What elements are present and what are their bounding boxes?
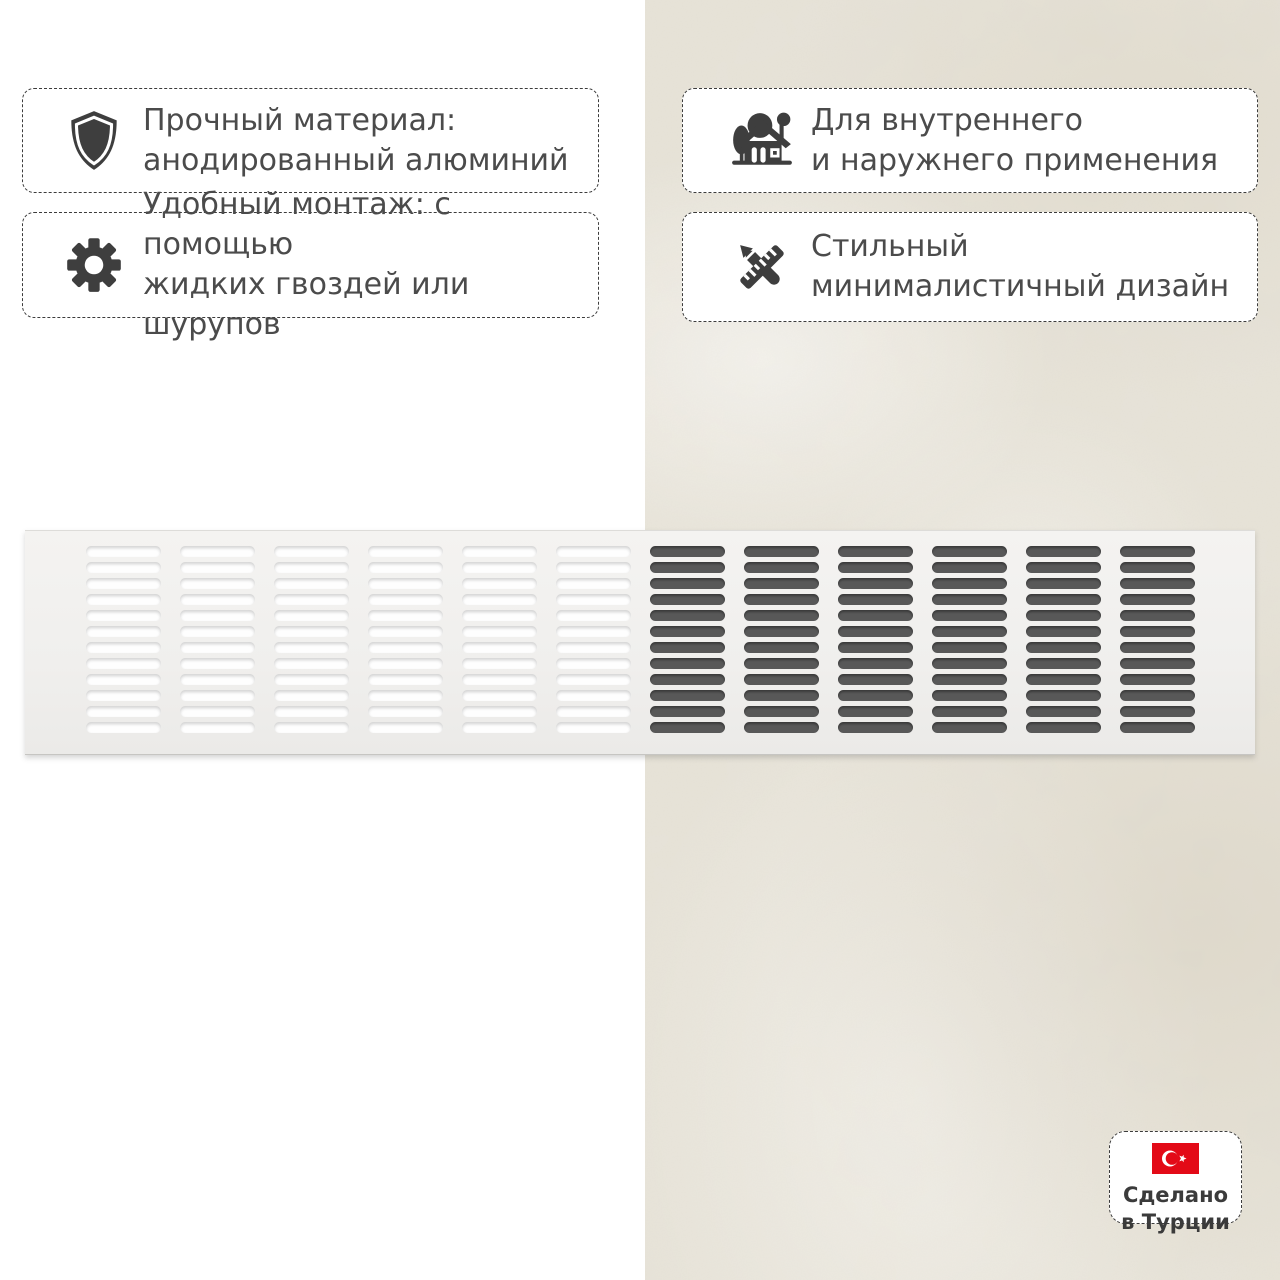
vent-slot [650, 706, 725, 717]
vent-slot [1026, 626, 1101, 637]
turkey-flag-icon [1152, 1143, 1199, 1178]
vent-slot [744, 610, 819, 621]
feature-text-line: жидких гвоздей или шурупов [143, 267, 470, 342]
vent-slot [556, 578, 631, 589]
vent-slot [274, 674, 349, 685]
vent-slot [368, 642, 443, 653]
vent-slot [744, 658, 819, 669]
vent-slot [932, 642, 1007, 653]
vent-slot [932, 706, 1007, 717]
vent-slot [744, 546, 819, 557]
vent-slot [1120, 642, 1195, 653]
vent-slot [650, 594, 725, 605]
vent-slot [932, 722, 1007, 733]
vent-slot [86, 658, 161, 669]
vent-slot [462, 594, 537, 605]
vent-slot [838, 642, 913, 653]
vent-slot [1026, 642, 1101, 653]
vent-slot [744, 674, 819, 685]
vent-slot [838, 706, 913, 717]
feature-text-line: Удобный монтаж: с помощью [143, 187, 451, 262]
feature-box-mounting [22, 187, 599, 342]
vent-slot [1026, 594, 1101, 605]
vent-slot [556, 658, 631, 669]
badge-text-line: в Турции [1121, 1210, 1230, 1234]
vent-slot [838, 690, 913, 701]
vent-slot [180, 546, 255, 557]
feature-text-line: Стильный [811, 229, 969, 264]
vent-slot [1120, 562, 1195, 573]
vent-slot [368, 562, 443, 573]
vent-slot [368, 578, 443, 589]
vent-slot [180, 690, 255, 701]
vent-slot [556, 706, 631, 717]
feature-text-line: Прочный материал: [143, 102, 457, 138]
vent-slot [838, 722, 913, 733]
vent-slot [274, 642, 349, 653]
vent-slot [462, 610, 537, 621]
vent-slot [650, 546, 725, 557]
vent-slot [1120, 610, 1195, 621]
vent-slot [1120, 722, 1195, 733]
vent-slot [556, 722, 631, 733]
vent-slot [838, 562, 913, 573]
vent-slot [1026, 722, 1101, 733]
feature-text-line: анодированный алюминий [143, 142, 569, 178]
made-in-badge [1109, 1131, 1242, 1234]
vent-slot [1120, 578, 1195, 589]
vent-slot [180, 674, 255, 685]
vent-slot [274, 546, 349, 557]
vent-slot [932, 658, 1007, 669]
vent-slot [1120, 690, 1195, 701]
vent-slot [1026, 610, 1101, 621]
vent-slot [744, 562, 819, 573]
vent-slot [274, 626, 349, 637]
vent-slot [650, 674, 725, 685]
feature-box-design [682, 212, 1258, 322]
vent-slot [462, 658, 537, 669]
vent-slot [180, 642, 255, 653]
vent-slot [86, 562, 161, 573]
vent-slot [838, 674, 913, 685]
vent-slot [650, 562, 725, 573]
vent-slot [650, 690, 725, 701]
vent-slot [86, 626, 161, 637]
vent-slot [650, 578, 725, 589]
vent-slot [838, 578, 913, 589]
gear-icon [61, 232, 127, 298]
vent-slot [1120, 626, 1195, 637]
vent-slot [1026, 690, 1101, 701]
vent-slot [932, 578, 1007, 589]
vent-slot [86, 706, 161, 717]
vent-grille-product [25, 530, 1255, 755]
badge-text-line: Сделано [1122, 1183, 1229, 1207]
vent-slot [932, 562, 1007, 573]
vent-slot [368, 690, 443, 701]
vent-slot [1026, 706, 1101, 717]
vent-slot [462, 578, 537, 589]
vent-slot [556, 546, 631, 557]
vent-slot [462, 674, 537, 685]
vent-slot [838, 610, 913, 621]
vent-slot [180, 594, 255, 605]
vent-slot [86, 610, 161, 621]
vent-slot [932, 610, 1007, 621]
vent-slot [1120, 546, 1195, 557]
vent-slot [650, 642, 725, 653]
vent-slot [368, 626, 443, 637]
vent-slot [462, 690, 537, 701]
vent-slot [838, 546, 913, 557]
vent-slot [1120, 674, 1195, 685]
vent-slot [556, 562, 631, 573]
vent-slot [368, 546, 443, 557]
vent-slot [556, 642, 631, 653]
vent-slot [650, 722, 725, 733]
vent-slot [838, 658, 913, 669]
vent-slot [1026, 658, 1101, 669]
pencil-ruler-icon [729, 234, 795, 300]
vent-slot [462, 642, 537, 653]
vent-slot [932, 674, 1007, 685]
vent-slot [86, 594, 161, 605]
vent-slot [368, 722, 443, 733]
vent-slot [1026, 546, 1101, 557]
vent-slot [180, 706, 255, 717]
vent-slot [556, 626, 631, 637]
vent-slot [180, 722, 255, 733]
vent-slot [650, 610, 725, 621]
vent-slot [274, 722, 349, 733]
vent-slot [556, 610, 631, 621]
vent-slot [86, 642, 161, 653]
vent-slot [932, 626, 1007, 637]
vent-slot [744, 578, 819, 589]
vent-slot [180, 578, 255, 589]
vent-slot [368, 674, 443, 685]
vent-slot [1026, 674, 1101, 685]
vent-slot [274, 578, 349, 589]
vent-slot [462, 706, 537, 717]
vent-slot [556, 594, 631, 605]
vent-slot [838, 594, 913, 605]
vent-slot [744, 642, 819, 653]
vent-slot [86, 674, 161, 685]
vent-slot [180, 626, 255, 637]
vent-slot [744, 706, 819, 717]
vent-slot [274, 594, 349, 605]
vent-slot [744, 722, 819, 733]
feature-text-line: и наружнего применения [811, 142, 1219, 178]
vent-slot [86, 578, 161, 589]
vent-slot [368, 658, 443, 669]
vent-slot [274, 690, 349, 701]
vent-slot [556, 690, 631, 701]
feature-box-material [22, 88, 599, 193]
vent-slot [838, 626, 913, 637]
shield-icon [61, 108, 127, 174]
vent-slot [86, 722, 161, 733]
vent-slot [368, 594, 443, 605]
vent-slot [462, 546, 537, 557]
vent-slot [932, 690, 1007, 701]
vent-slot [274, 562, 349, 573]
vent-slot [556, 674, 631, 685]
vent-slot [1120, 658, 1195, 669]
vent-slot [86, 546, 161, 557]
vent-slot [86, 690, 161, 701]
vent-slot [1026, 578, 1101, 589]
vent-slot [1026, 562, 1101, 573]
vent-slot [180, 610, 255, 621]
vent-slot [462, 722, 537, 733]
vent-slot [274, 658, 349, 669]
vent-slot [932, 546, 1007, 557]
vent-slot [274, 610, 349, 621]
feature-text-line: Для внутреннего [811, 102, 1084, 138]
feature-text-line: минималистичный дизайн [811, 269, 1230, 304]
vent-slot [462, 626, 537, 637]
vent-slot [180, 658, 255, 669]
vent-slot [744, 690, 819, 701]
feature-box-usage [682, 88, 1258, 193]
vent-slot [650, 626, 725, 637]
vent-slot [1120, 594, 1195, 605]
vent-slot [368, 610, 443, 621]
house-icon [729, 108, 795, 174]
vent-slot [932, 594, 1007, 605]
vent-slot [1120, 706, 1195, 717]
vent-slot [274, 706, 349, 717]
vent-slot [650, 658, 725, 669]
vent-slot [744, 626, 819, 637]
vent-slot [180, 562, 255, 573]
vent-slot [744, 594, 819, 605]
vent-slot [368, 706, 443, 717]
vent-slot [462, 562, 537, 573]
